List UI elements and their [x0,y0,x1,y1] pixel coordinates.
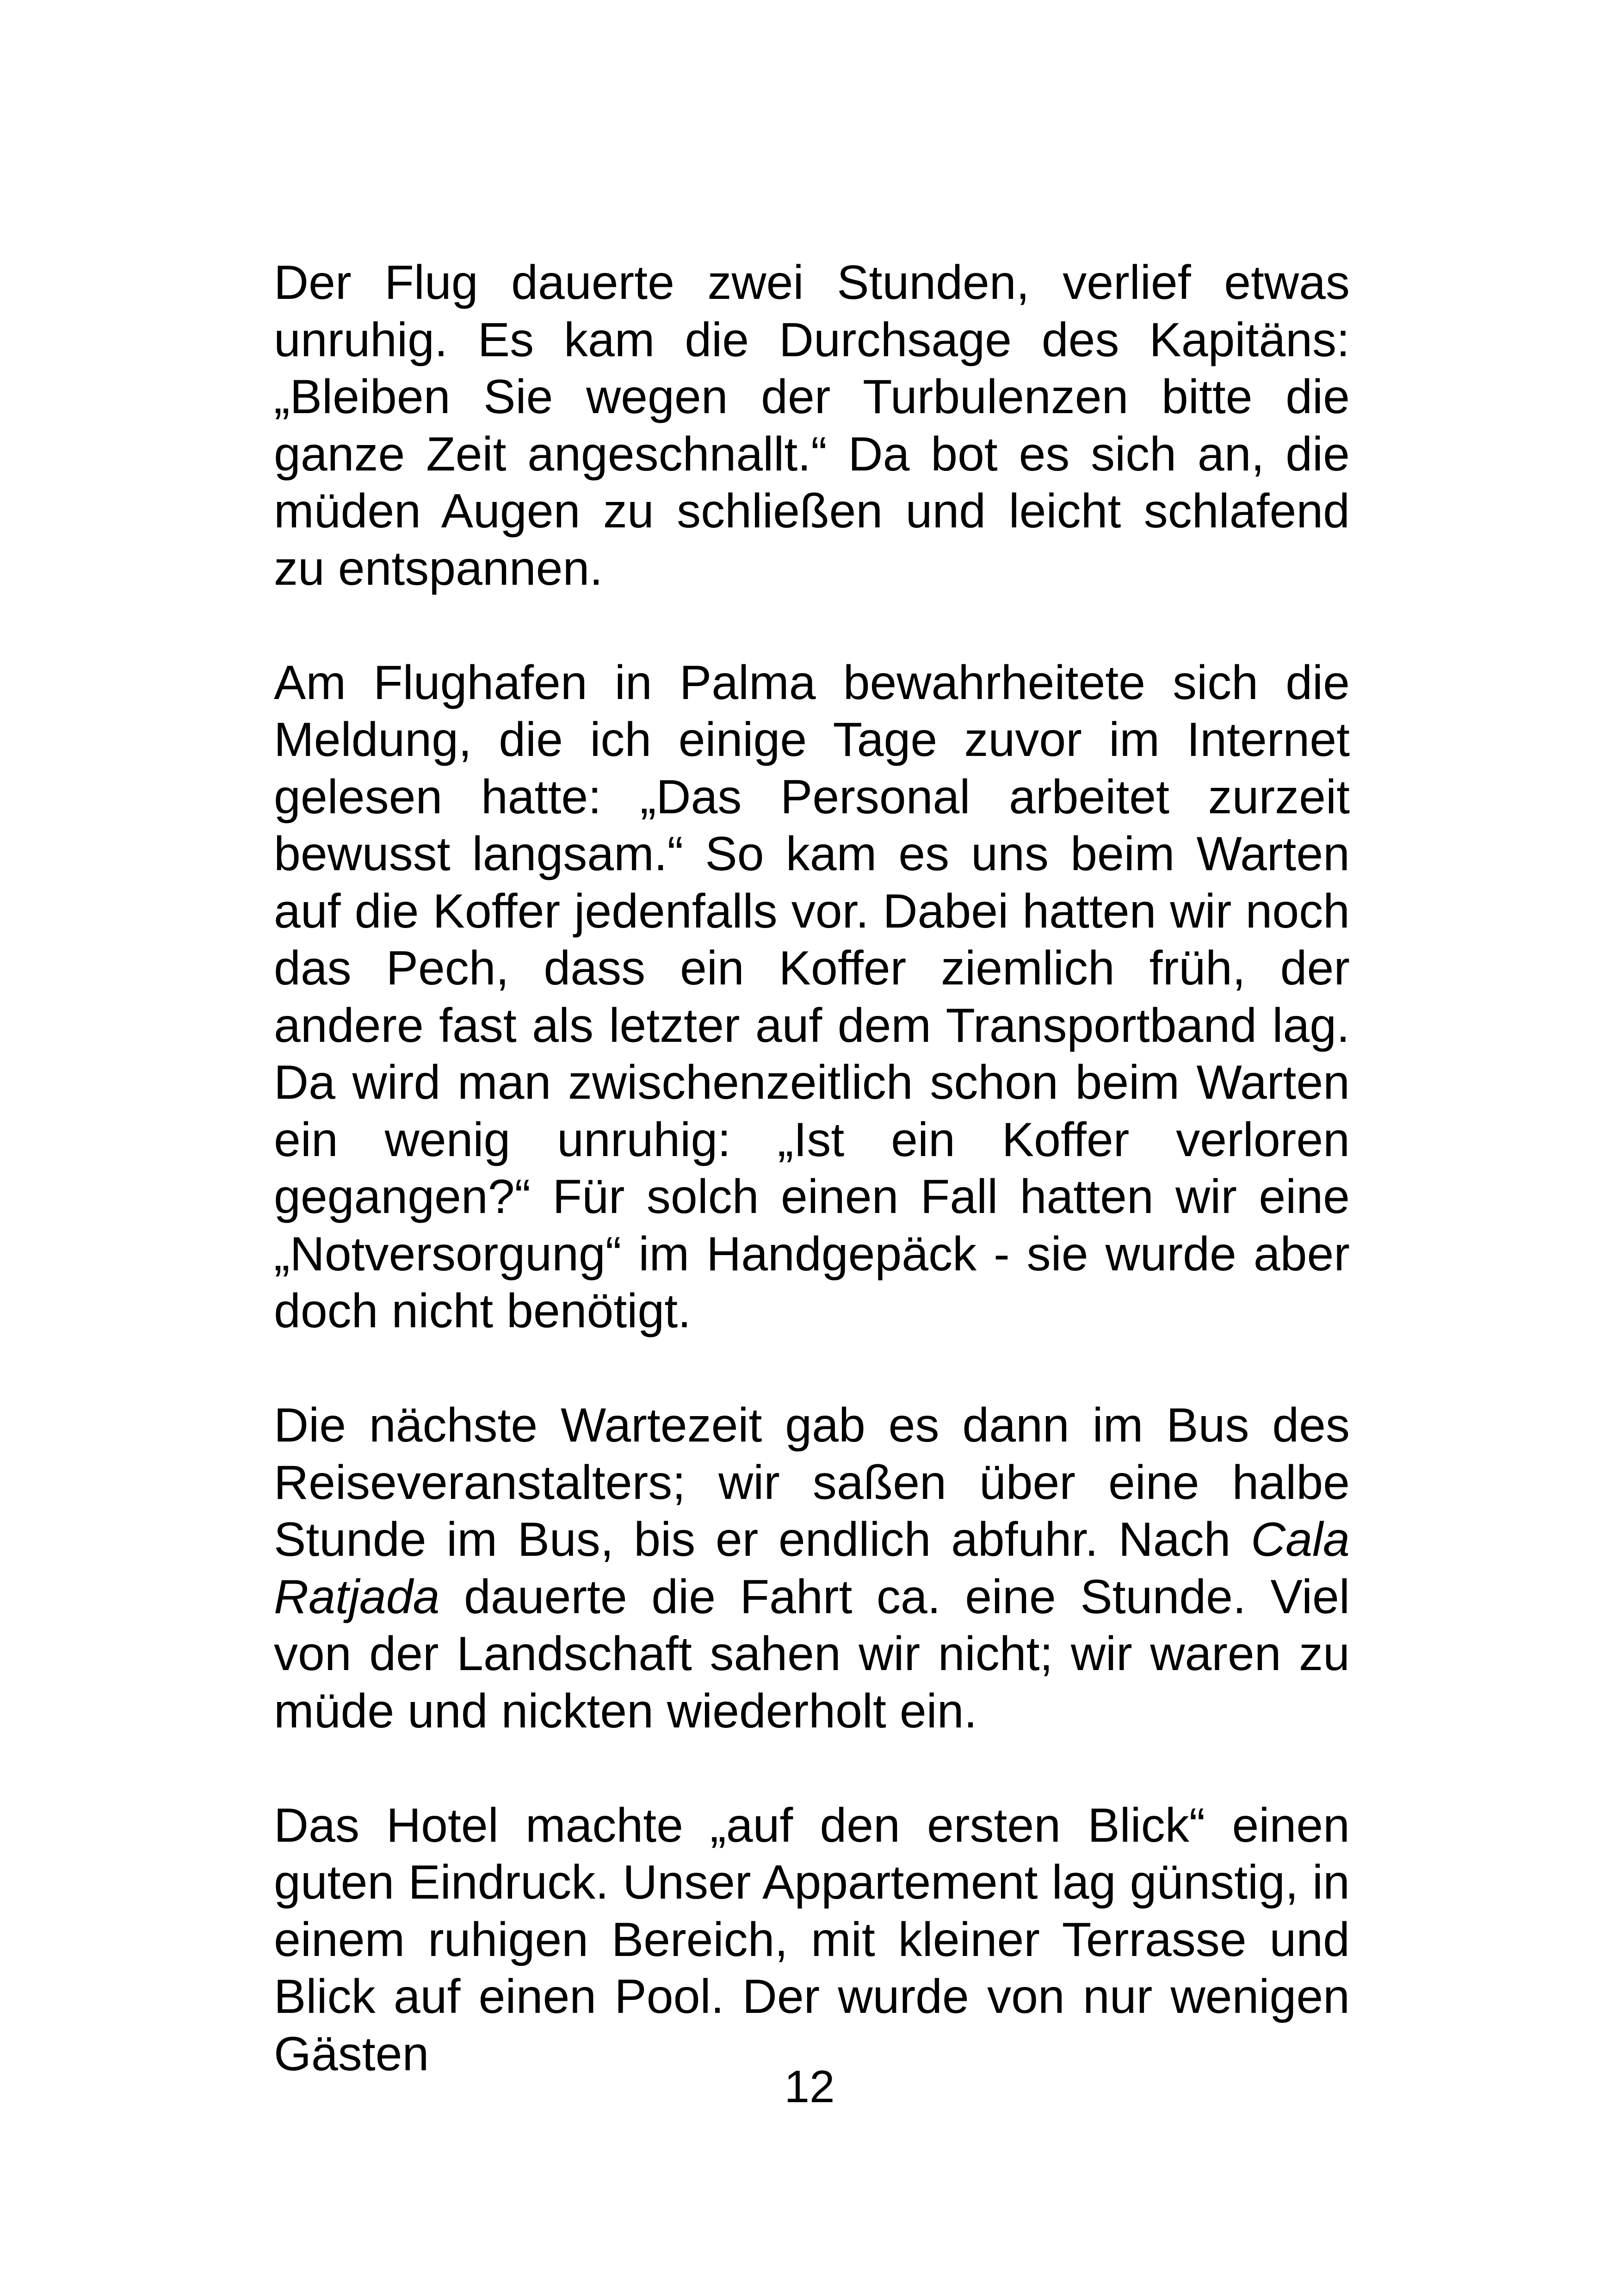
body-text [274,254,1350,2083]
paragraph-flight: Der Flug dauerte zwei Stunden, verlief etwas unruhig. Es kam die Durchsage des Kapitäns: „Bleiben Sie wegen der Turbulenzen bitte die ganze Zeit angeschnallt.“ Da bot es sich an, die müden Augen zu schließen und leicht schlafend zu entspannen. [274,256,1350,595]
paragraph-bus-end: dauerte die Fahrt ca. eine Stunde. Viel von der Landschaft sahen wir nicht; wir waren zu müde und nickten wiederholt ein. [274,1570,1350,1738]
paragraph-airport: Am Flughafen in Palma bewahrheitete sich die Meldung, die ich einige Tage zuvor im Internet gelesen hatte: „Das Personal arbeitet zurzeit bewusst langsam.“ So kam es uns beim Warten auf die Koffer jedenfalls vor. Dabei hatten wir noch das Pech, dass ein Koffer ziemlich früh, der andere fast als letzter auf dem Transportband lag. Da wird man zwischenzeitlich schon beim Warten ein wenig unruhig: „Ist ein Koffer verloren gegangen?“ Für solch einen Fall hatten wir eine „Notversorgung“ im Handgepäck - sie wurde aber doch nicht benötigt. [274,656,1350,1338]
paragraph-bus-start: Die nächste Wartezeit gab es dann im Bus des Reiseveranstalters; wir saßen über eine halbe Stunde im Bus, bis er endlich abfuhr. Nach [274,1399,1350,1566]
page-number: 12 [784,2061,835,2112]
place-name-italic: Cala Ratjada [274,1513,1350,1624]
paragraph-bus [274,1397,1350,1740]
paragraph-hotel: Das Hotel machte „auf den ersten Blick“ einen guten Eindruck. Unser Appartement lag günstig, in einem ruhigen Bereich, mit kleiner Terrasse und Blick auf einen Pool. Der wurde von nur wenigen Gästen [274,1798,1350,2081]
